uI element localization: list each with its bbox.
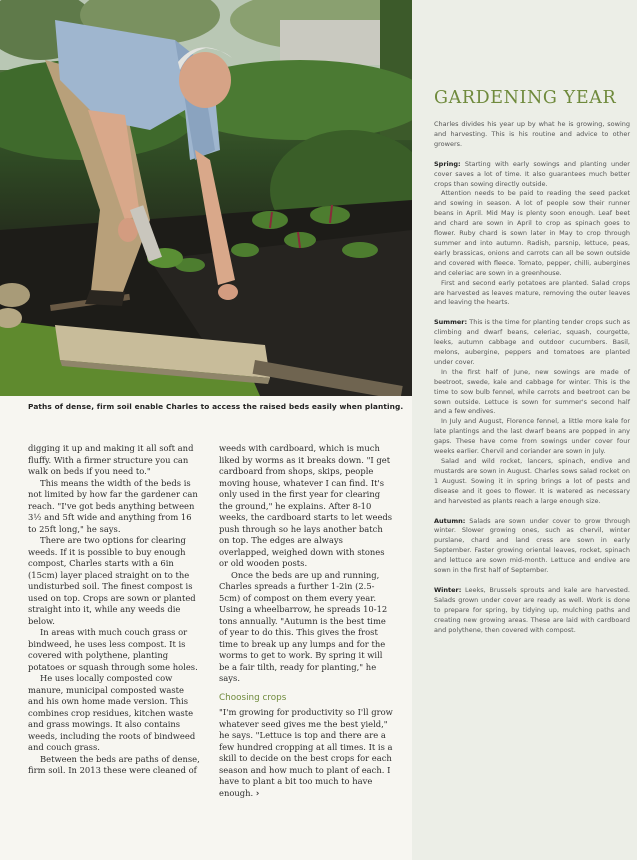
spring-paragraph: Attention needs to be paid to reading the seed packet and sowing in season. A lot of people sow their runner beans in April. Mid May is plenty soon enough. Leaf beet and chard are sown in April to crop as spinach goes to flower. Ruby chard is sown later in May to crop through summer and into autumn. Radish, parsnip, lettuce, peas, early brassicas, onions and carrots can all be sown outside and covered with fleece. Tomato, pepper, chilli, aubergines and celeriac are sown in a greenhouse. xyxy=(434,189,630,277)
winter-section xyxy=(434,586,630,636)
article-paragraph: Once the beds are up and running, Charles spreads a further 1-2in (2.5-5cm) of compost on them every year. Using a wheelbarrow, he spreads 10-12 tons annually. "Autumn is the best time of year to do this. This gives the frost time to break up any lumps and for the worms to get to work. By spring it will be a fair tilth, ready for planting," he says. xyxy=(219,569,388,683)
article-paragraph: He uses locally composted cow manure, municipal composted waste and his own home made version. This combines crop residues, kitchen waste and grass mowings. It also contains weeds, including the roots of bindweed and couch grass. xyxy=(28,673,196,752)
article-paragraph: digging it up and making it all soft and fluffy. With a firmer structure you can walk on beds if you need to." xyxy=(28,443,194,476)
autumn-text: Salads are sown under cover to grow through winter. Slower growing ones, such as chervil, winter purslane, chard and land cress are sown in early September. Faster growing oriental leaves, rocket, spinach and lettuce are sown mid-month. Lettuce and endive are sown in the first half of September. xyxy=(434,516,630,575)
article-paragraph: There are two options for clearing weeds. If it is possible to buy enough compost, Charles starts with a 6in (15cm) layer placed straight on to the undisturbed soil. The finest compost is used on top. Crops are sown or planted straight into it, while any weeds die below. xyxy=(28,535,196,626)
article-paragraph-text: "I'm growing for productivity so I'll grow whatever seed gives me the best yield," he says. "Lettuce is top and there are a few hundred cropping at all times. It is a skill to decide on the best crops for each season and how much to plant of each. I have to plant a bit too much to have enough. xyxy=(219,707,393,798)
summer-text: This is the time for planting tender crops such as climbing and dwarf beans, celeriac, squash, courgette, leeks, autumn cabbage and outdoor cucumbers. Basil, melons, aubergine, peppers and tomatoes are planted under cover. xyxy=(434,318,630,366)
summer-paragraph: Salad and wild rocket, lancers, spinach, endive and mustards are sown in August. Charles sows salad rocket on 1 August. Sowing it in spring brings a lot of pests and disease and it goes to flower. It is watered as necessary and harvested as plants reach a large enough size. xyxy=(434,457,630,505)
article-paragraph: This means the width of the beds is not limited by how far the gardener can reach. "I've got beds anything between 3½ and 5ft wide and anything from 16 to 25ft long," he says. xyxy=(28,477,198,534)
spring-text: Starting with early sowings and planting under cover saves a lot of time. It also guarantees much better crops than sowing directly outside. xyxy=(434,159,630,188)
article-paragraph xyxy=(219,707,395,799)
spring-label: Spring: xyxy=(434,159,461,168)
summer-paragraph: In July and August, Florence fennel, a little more kale for late plantings and the last dwarf beans are popped in any gaps. These have come from sowings under cover four weeks earlier. Chervil and coriander are sown in July. xyxy=(434,417,630,456)
article-column-1 xyxy=(28,443,200,777)
autumn-label: Autumn: xyxy=(434,516,466,525)
summer-label: Summer: xyxy=(434,318,468,327)
article-column-2 xyxy=(219,443,395,799)
article-paragraph: weeds with cardboard, which is much liked by worms as it breaks down. "I get cardboard from shops, skips, people moving house, whatever I can find. It's only used in the first year for clearing the ground," he explains. After 8-10 weeks, the cardboard starts to let weeds push through so he lays another batch on top. The edges are always overlapped, weighed down with stones or old wooden posts. xyxy=(219,443,393,568)
gardening-year-sidebar xyxy=(412,0,637,860)
continue-arrow-icon: › xyxy=(255,787,260,798)
spring-paragraph: First and second early potatoes are planted. Salad crops are harvested as leaves mature, removing the outer leaves and leaving the hearts. xyxy=(434,278,630,307)
photo-caption: Paths of dense, firm soil enable Charles to access the raised beds easily when planting. xyxy=(28,402,404,411)
autumn-section xyxy=(434,517,630,576)
garden-photo xyxy=(0,0,412,396)
winter-text: Leeks, Brussels sprouts and kale are harvested. Salads grown under cover are ready as well. Work is done to prepare for spring, by tidying up, mulching paths and creating new growing areas. These are laid with cardboard and polythene, then covered with compost. xyxy=(434,585,630,634)
summer-paragraph: In the first half of June, new sowings are made of beetroot, swede, kale and cabbage for winter. This is the time to sow bulb fennel, while carrots and beetroot can be sown outside. Lettuce is sown for summer's second half and a few endives. xyxy=(434,367,630,416)
article-paragraph: Between the beds are paths of dense, firm soil. In 2013 these were cleaned of xyxy=(28,753,200,775)
spring-section xyxy=(434,160,630,190)
sidebar-intro: Charles divides his year up by what he is growing, sowing and harvesting. This is his routine and advice to other growers. xyxy=(434,120,630,148)
sidebar-title: GARDENING YEAR xyxy=(434,88,617,108)
winter-label: Winter: xyxy=(434,585,462,594)
summer-section xyxy=(434,318,630,368)
article-paragraph: In areas with much couch grass or bindweed, he uses less compost. It is covered with polythene, planting potatoes or squash through some holes. xyxy=(28,627,198,672)
garden-photo-illustration xyxy=(0,0,412,396)
section-subheading: Choosing crops xyxy=(219,692,287,703)
